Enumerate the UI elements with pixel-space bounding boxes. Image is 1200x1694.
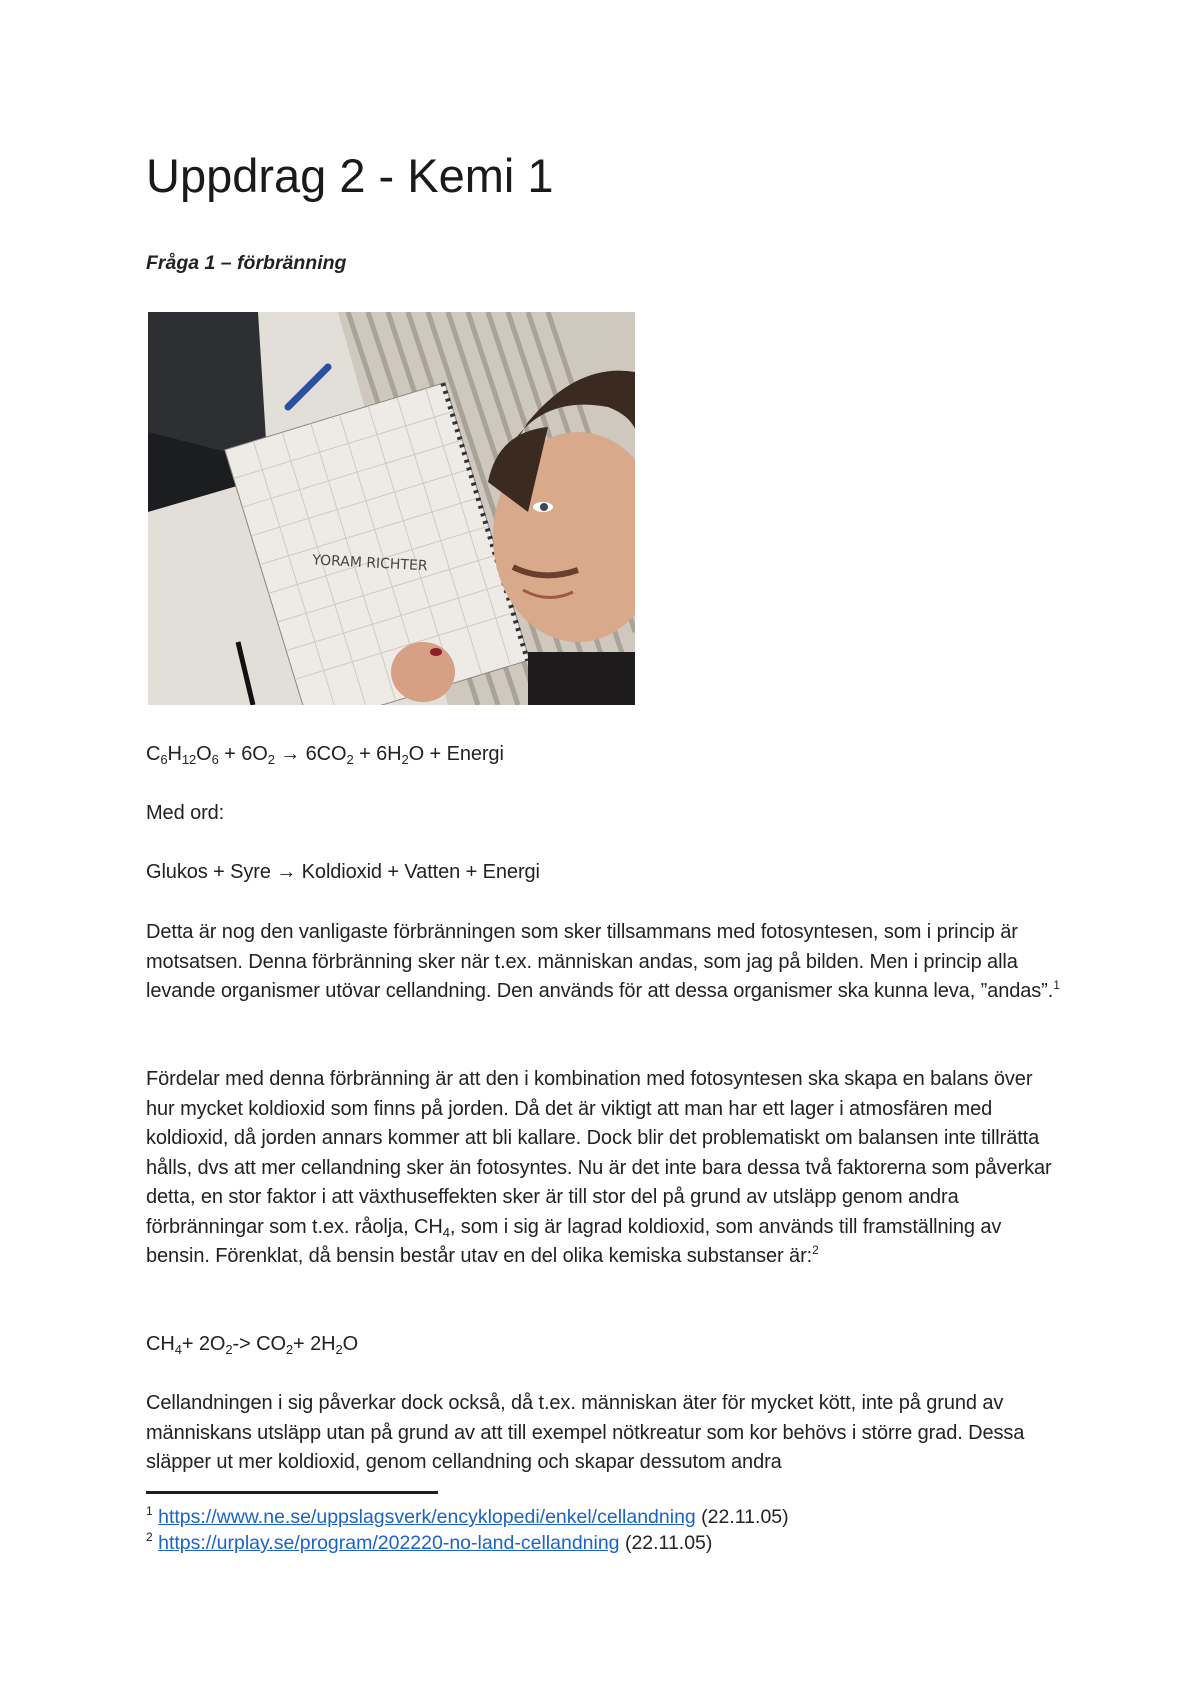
notebook-text: YORAM RICHTER — [311, 552, 428, 575]
with-words-label: Med ord: — [146, 802, 225, 824]
paragraph-1: Detta är nog den vanligaste förbränningen som sker tillsammans med fotosyntesen, som i princip är motsatsen. Denna förbränning sker när t.ex. människan andas, som jag på bilden. Men i princip alla levande organismer utövar cellandning. Den används för att dessa organismer ska kunna leva, ”andas”.$^1$ — [146, 921, 1060, 1002]
question-heading: Fråga 1 – förbränning — [146, 252, 347, 274]
footnote-ref-2[interactable]: 2 — [812, 1243, 819, 1257]
chemical-equation-methane-combustion: $CH_4+ 2O_2-> CO_2+ 2H_2O$ — [146, 1333, 359, 1357]
footnote-separator — [146, 1491, 438, 1494]
footnote-2-link[interactable]: https://urplay.se/program/202220-no-land-cellandning — [158, 1532, 620, 1554]
photo-illustration — [148, 312, 635, 705]
footnote-1-link[interactable]: https://www.ne.se/uppslagsverk/encyklopedi/enkel/cellandning — [158, 1506, 696, 1528]
footnote-2: $^2$ https://urplay.se/program/202220-no-land-cellandning (22.11.05) — [146, 1530, 713, 1554]
chemical-equation-cellular-respiration: $C_6H_{12}O_6 + 6O_2 \to 6CO_2 + 6H_2O$ + Energi — [146, 743, 504, 767]
document-title: Uppdrag 2 - Kemi 1 — [146, 149, 554, 202]
footnote-1: $^1$ https://www.ne.se/uppslagsverk/encyklopedi/enkel/cellandning (22.11.05) — [146, 1504, 789, 1528]
paragraph-2: Fördelar med denna förbränning är att den i kombination med fotosyntesen ska skapa en balans över hur mycket koldioxid som finns på jorden. Då det är viktigt att man har ett lager i atmosfären med koldioxid, då jorden annars kommer att bli kallare. Dock blir det problematiskt om balansen inte tillrätta hålls, dvs att mer cellandning sker än fotosyntes. Nu är det inte bara dessa två faktorerna som påverkar detta, en stor faktor i att växthuseffekten sker är till stor del på grund av utsläpp genom andra förbränningar som t.ex. råolja, $CH_4$, som i sig är lagrad koldioxid, som används till framställning av bensin. Förenklat, då bensin består utav en del olika kemiska substanser är:$^2$ — [146, 1068, 1052, 1267]
footnote-ref-1[interactable]: 1 — [1053, 978, 1060, 992]
paragraph-3: Cellandningen i sig påverkar dock också, då t.ex. människan äter för mycket kött, inte på grund av människans utsläpp utan på grund av att till exempel nötkreatur som kor behövs i större grad. Dessa släpper ut mer koldioxid, genom cellandning och skapar dessutom andra — [146, 1392, 1025, 1473]
word-equation: Glukos + Syre → Koldioxid + Vatten + Energi — [146, 861, 540, 883]
selfie-with-notebook — [148, 312, 635, 705]
